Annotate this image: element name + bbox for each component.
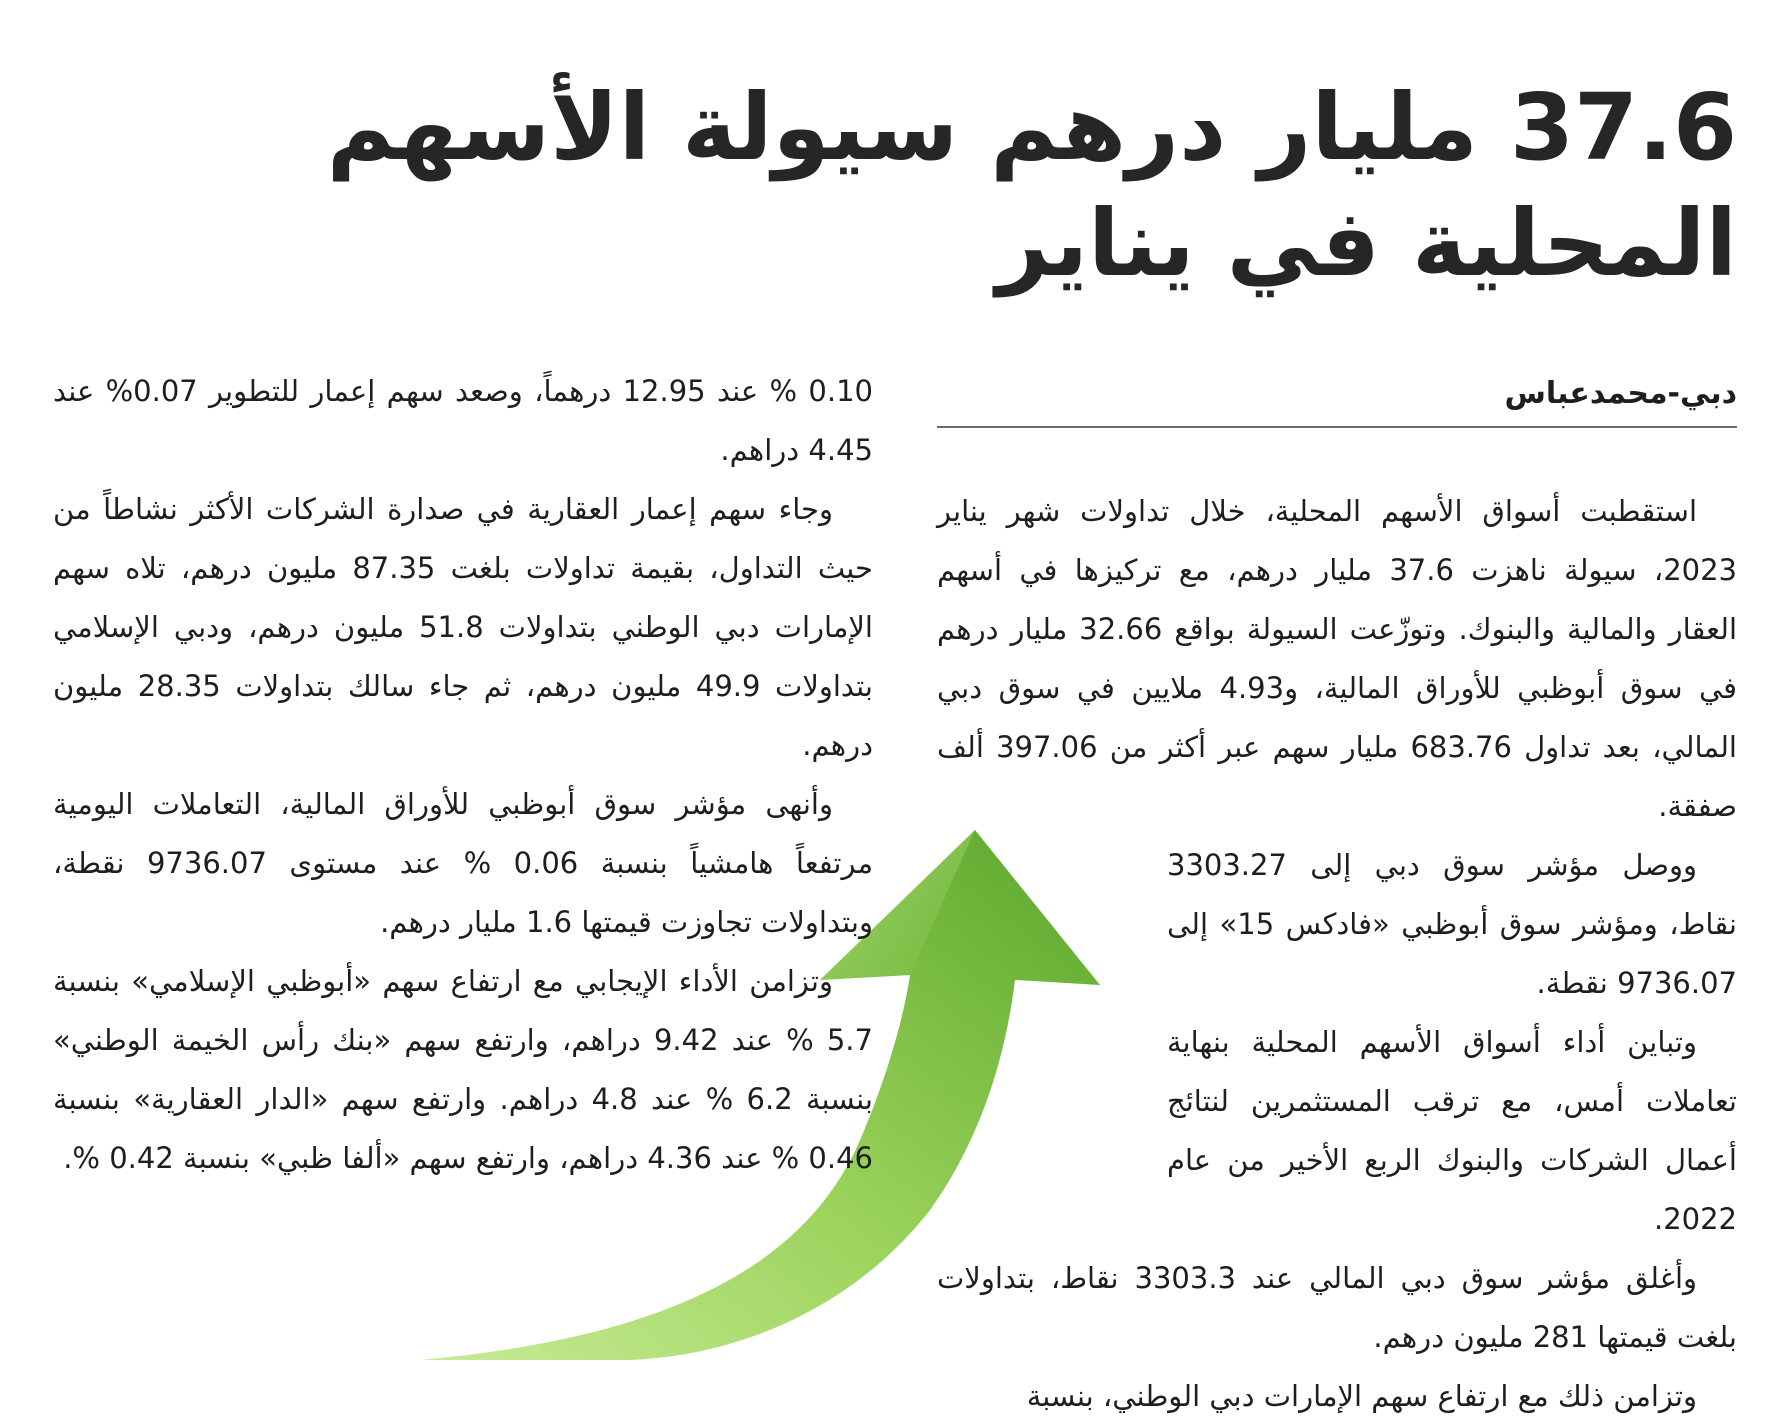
headline-line-2: المحلية في يناير [996,190,1737,297]
paragraph: وجاء سهم إعمار العقارية في صدارة الشركات الأكثر نشاطاً من حيث التداول، بقيمة تداولات بلغت 87.35 مليون درهم، تلاه سهم الإمارات دبي الوطني بتداولات 51.8 مليون درهم، ودبي الإسلامي بتداولات 49.9 مليون درهم، ثم جاء سالك بتداولات 28.35 مليون درهم. [53,492,873,762]
headline-line-1: 37.6 مليار درهم سيولة الأسهم [326,74,1737,181]
article-column-left [53,362,873,1188]
paragraph: وتباين أداء أسواق الأسهم المحلية بنهاية تعاملات أمس، مع ترقب المستثمرين لنتائج أعمال الشركات والبنوك الربع الأخير من عام 2022. [1167,1025,1737,1236]
paragraph: وأنهى مؤشر سوق أبوظبي للأوراق المالية، التعاملات اليومية مرتفعاً هامشياً بنسبة 0.06 % عند مستوى 9736.07 نقطة، وبتداولات تجاوزت قيمتها 1.6 مليار درهم. [53,787,874,939]
byline: دبي-محمدعباس [937,372,1737,428]
headline [120,70,1737,302]
paragraph: ووصل مؤشر سوق دبي إلى 3303.27 نقاط، ومؤشر سوق أبوظبي «فادكس 15» إلى 9736.07 نقطة. [1167,848,1737,1000]
paragraph: 0.10 % عند 12.95 درهماً، وصعد سهم إعمار للتطوير 0.07% عند 4.45 دراهم. [53,374,873,467]
article-column-right [937,482,1737,1426]
paragraph: وتزامن ذلك مع ارتفاع سهم الإمارات دبي الوطني، بنسبة [1026,1379,1697,1413]
paragraph: استقطبت أسواق الأسهم المحلية، خلال تداولات شهر يناير 2023، سيولة ناهزت 37.6 مليار درهم، مع تركيزها في أسهم العقار والمالية والبنوك. وتوزّعت السيولة بواقع 32.66 مليار درهم في سوق أبوظبي للأوراق المالية، و4.93 ملايين في سوق دبي المالي، بعد تداول 683.76 مليار سهم عبر أكثر من 397.06 ألف صفقة. [937,494,1737,823]
paragraph: وتزامن الأداء الإيجابي مع ارتفاع سهم «أبوظبي الإسلامي» بنسبة 5.7 % عند 9.42 دراهم، وارتفع سهم «بنك رأس الخيمة الوطني» بنسبة 6.2 % عند 4.8 دراهم. وارتفع سهم «الدار العقارية» بنسبة 0.46 % عند 4.36 دراهم، وارتفع سهم «ألفا ظبي» بنسبة 0.42 %. [53,964,873,1175]
paragraph: وأغلق مؤشر سوق دبي المالي عند 3303.3 نقاط، بتداولات بلغت قيمتها 281 مليون درهم. [937,1261,1737,1354]
